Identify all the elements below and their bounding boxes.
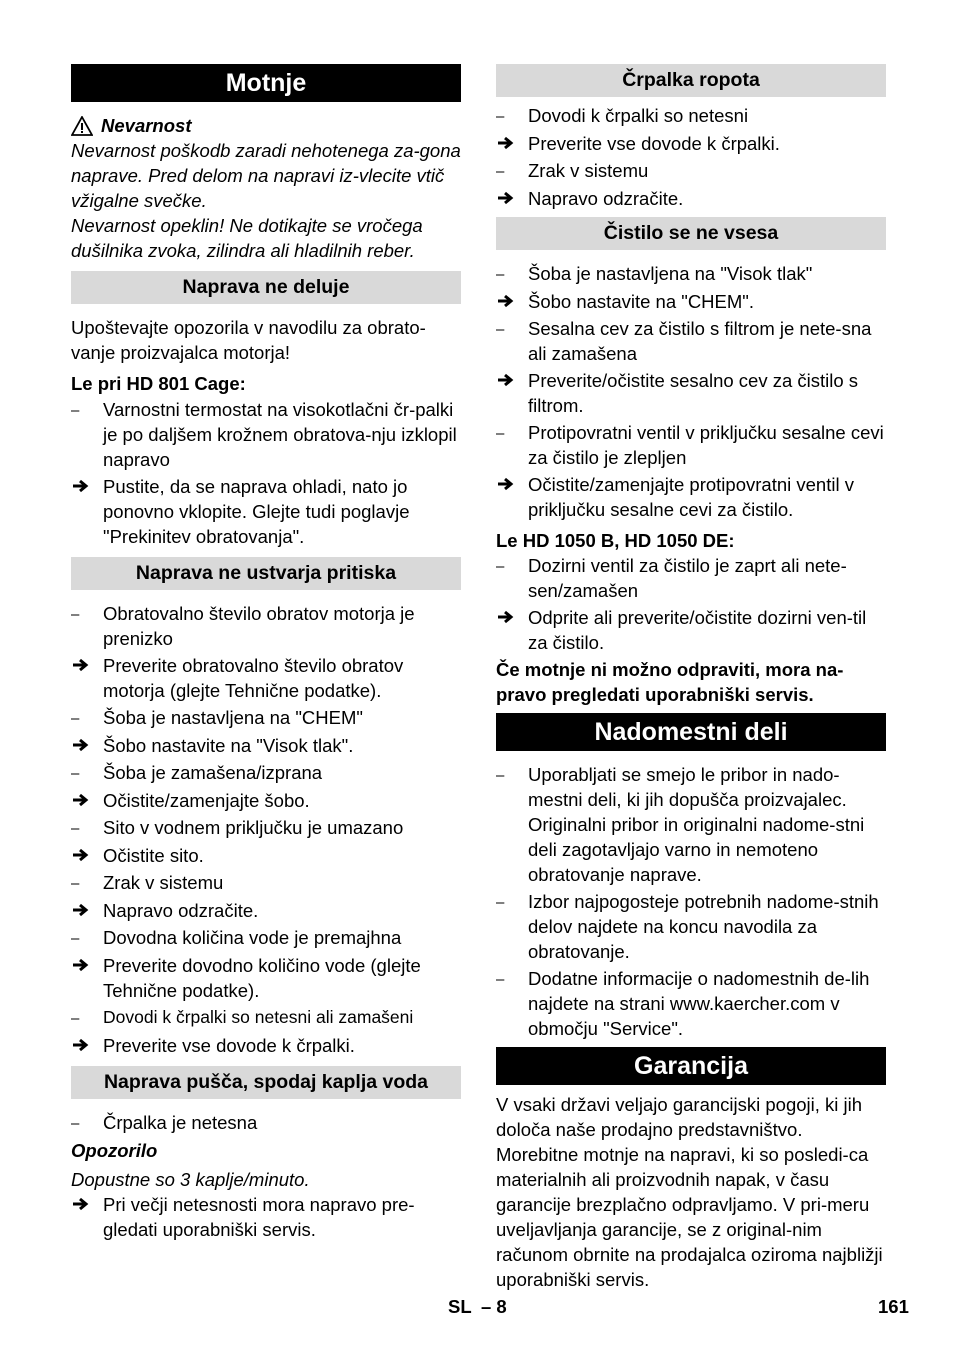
dash-marker: –: [496, 767, 505, 784]
dash-marker: –: [71, 820, 80, 837]
s1-subheading: Le pri HD 801 Cage:: [71, 373, 246, 394]
list-item: – Dovodna količina vode je premajhna: [71, 925, 461, 951]
list-item: Preverite obratovalno število obratov motorja (glejte Tehnične podatke).: [71, 653, 461, 703]
s1-intro: Upoštevajte opozorila v navodilu za obrato-vanje proizvajalca motorja!: [71, 317, 426, 363]
dash-marker: –: [496, 894, 505, 911]
footer-page-number: 161: [878, 1296, 909, 1317]
footer-local-page: – 8: [481, 1296, 507, 1317]
left-column: [71, 64, 461, 1244]
list-item: Očistite sito.: [71, 843, 461, 868]
arrow-right-icon: [71, 474, 103, 549]
dash-marker: –: [71, 765, 80, 782]
s6-list: [496, 762, 886, 1041]
dash-marker: –: [71, 710, 80, 727]
list-item: Preverite/očistite sesalno cev za čistilo s filtrom.: [496, 368, 886, 418]
dash-marker: –: [71, 1115, 80, 1132]
s5-list: [496, 261, 886, 522]
dash-marker: –: [496, 425, 505, 442]
list-item: Odprite ali preverite/očistite dozirni ven-til za čistilo.: [496, 605, 886, 655]
list-item: Napravo odzračite.: [496, 186, 886, 211]
section-title-naprava-ne-deluje: Naprava ne deluje: [71, 271, 461, 304]
arrow-right-icon: [71, 1033, 103, 1058]
danger-text-2: Nevarnost opeklin! Ne dotikajte se vročega dušilnika zvoka, zilindra ali hladilnih reber.: [71, 215, 423, 261]
arrow-right-icon: [71, 953, 103, 1003]
list-item: Pustite, da se naprava ohladi, nato jo ponovno vklopite. Glejte tudi poglavje "Prekinitev obratovanja".: [71, 474, 461, 549]
list-item: – Sesalna cev za čistilo s filtrom je nete-sna ali zamašena: [496, 318, 872, 364]
s5-subheading: Le HD 1050 B, HD 1050 DE:: [496, 530, 735, 551]
list-item: Šobo nastavite na "CHEM".: [496, 289, 886, 314]
list-item: – Dozirni ventil za čistilo je zaprt ali nete-sen/zamašen: [496, 555, 847, 601]
dash-marker: –: [496, 108, 505, 125]
arrow-right-icon: [496, 472, 528, 522]
arrow-right-icon: [71, 653, 103, 703]
list-item: – Izbor najpogosteje potrebnih nadome-stnih delov najdete na koncu navodila za obratovanje.: [496, 891, 879, 962]
arrow-right-icon: [496, 368, 528, 418]
list-item: Pri večji netesnosti mora napravo pre-gledati uporabniški servis.: [71, 1192, 461, 1242]
danger-text-1: Nevarnost poškodb zaradi nehotenega za-gona naprave. Pred delom na napravi iz-vlecite vtič vžigalne svečke.: [71, 140, 461, 211]
dash-marker: –: [496, 558, 505, 575]
footer-language: SL: [448, 1296, 472, 1317]
s4-list: [496, 103, 886, 211]
arrow-right-icon: [496, 186, 528, 211]
danger-label: Nevarnost: [101, 115, 192, 136]
note-text: Dopustne so 3 kaplje/minuto.: [71, 1169, 310, 1190]
danger-heading: [71, 113, 461, 138]
dash-marker: –: [71, 930, 80, 947]
arrow-right-icon: [496, 289, 528, 314]
list-item: – Zrak v sistemu: [496, 158, 886, 184]
arrow-right-icon: [496, 131, 528, 156]
s5-list2: [496, 553, 886, 655]
arrow-right-icon: [496, 605, 528, 655]
arrow-right-icon: [71, 843, 103, 868]
list-item: Preverite vse dovode k črpalki.: [71, 1033, 461, 1058]
list-item: – Šoba je zamašena/izprana: [71, 760, 461, 786]
dash-marker: –: [496, 321, 505, 338]
section-title-crpalka-ropota: Črpalka ropota: [496, 64, 886, 97]
dash-marker: –: [496, 971, 505, 988]
list-item: – Dovodi k črpalki so netesni: [496, 103, 886, 129]
list-item: – Sito v vodnem priključku je umazano: [71, 815, 461, 841]
section-title-nadomestni-deli: Nadomestni deli: [496, 713, 886, 751]
warning-triangle-icon: [71, 116, 93, 136]
list-item: Napravo odzračite.: [71, 898, 461, 923]
list-item: – Dodatne informacije o nadomestnih de-lih najdete na strani www.kaercher.com v območju "Service".: [496, 968, 870, 1039]
list-item: Očistite/zamenjajte šobo.: [71, 788, 461, 813]
section-title-ne-ustvarja-pritiska: Naprava ne ustvarja pritiska: [71, 557, 461, 590]
list-item: – Dovodi k črpalki so netesni ali zamašeni: [71, 1005, 461, 1031]
right-column: [496, 64, 886, 1296]
dash-marker: –: [71, 402, 80, 419]
dash-marker: –: [71, 875, 80, 892]
section-title-garancija: Garancija: [496, 1047, 886, 1085]
s5-final-note: Če motnje ni možno odpraviti, mora na-pravo pregledati uporabniški servis.: [496, 659, 844, 705]
list-item: – Uporabljati se smejo le pribor in nado-mestni deli, ki jih dopušča proizvajalec. Originalni pribor in originalni nadome-stni deli zagotavljajo varno in nemoteno obratovanje naprave.: [496, 764, 865, 885]
note-label: Opozorilo: [71, 1140, 158, 1161]
arrow-right-icon: [71, 898, 103, 923]
list-item: – Protipovratni ventil v priključku sesalne cevi za čistilo je zlepljen: [496, 422, 884, 468]
dash-marker: –: [496, 163, 505, 180]
arrow-right-icon: [71, 788, 103, 813]
section-title-motnje: Motnje: [71, 64, 461, 102]
dash-marker: –: [496, 266, 505, 283]
list-item: – Šoba je nastavljena na "CHEM": [71, 705, 461, 731]
list-item: Preverite vse dovode k črpalki.: [496, 131, 886, 156]
arrow-right-icon: [71, 1192, 103, 1242]
list-item: Očistite/zamenjajte protipovratni ventil v priključku sesalne cevi za čistilo.: [496, 472, 886, 522]
arrow-right-icon: [71, 733, 103, 758]
dash-marker: –: [71, 606, 80, 623]
list-item: – Črpalka je netesna: [71, 1110, 461, 1136]
list-item: – Varnostni termostat na visokotlačni čr-palki je po daljšem krožnem obratova-nju izklopil napravo: [71, 399, 457, 470]
section-title-pusca: Naprava pušča, spodaj kaplja voda: [71, 1066, 461, 1099]
section-title-cistilo: Čistilo se ne vsesa: [496, 217, 886, 250]
list-item: – Obratovalno število obratov motorja je prenizko: [71, 603, 415, 649]
list-item: Preverite dovodno količino vode (glejte Tehnične podatke).: [71, 953, 461, 1003]
dash-marker: –: [71, 1010, 80, 1027]
s2-list: [71, 601, 461, 1058]
list-item: Šobo nastavite na "Visok tlak".: [71, 733, 461, 758]
list-item: – Zrak v sistemu: [71, 870, 461, 896]
list-item: – Šoba je nastavljena na "Visok tlak": [496, 261, 886, 287]
warranty-text: V vsaki državi veljajo garancijski pogoji, ki jih določa naše prodajno predstavništvo. Morebitne motnje na napravi, ki so posledi-ca materialnih ali proizvodnih napak, v času garancije brezplačno odpravljamo. V pri-meru uveljavljanja garancije, se z original-nim računom obrnite na prodajalca oziroma najbližji uporabniški servis.: [496, 1094, 883, 1290]
